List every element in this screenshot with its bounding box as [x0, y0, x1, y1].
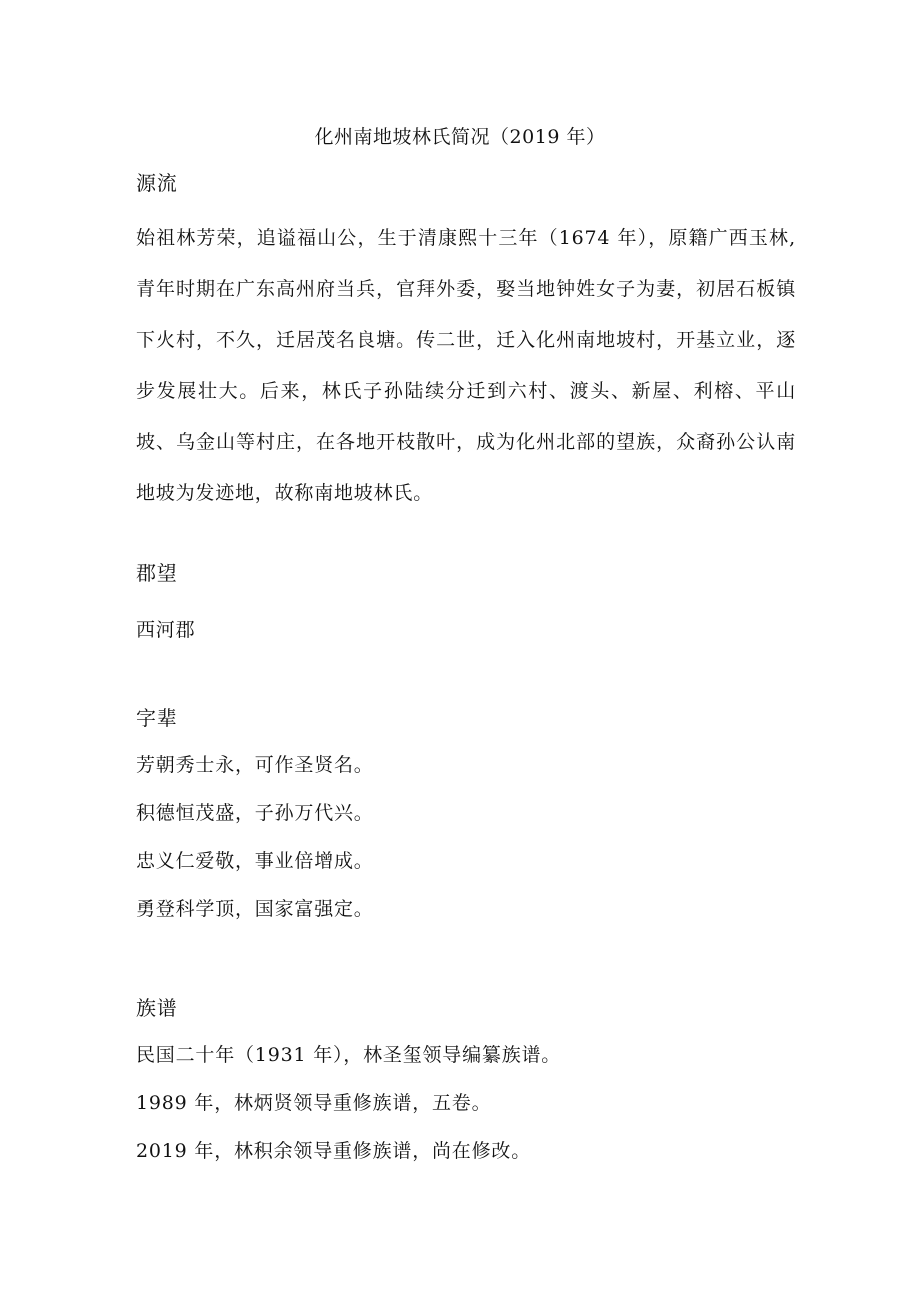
section-generation-names	[136, 705, 796, 933]
generation-line: 芳朝秀士永，可作圣贤名。	[136, 754, 374, 776]
genealogy-line: 1989 年，林炳贤领导重修族谱，五卷。	[136, 1092, 492, 1114]
generation-line: 忠义仁爱敬，事业倍增成。	[136, 850, 374, 872]
section-heading-commandery: 郡望	[136, 561, 178, 585]
genealogy-line: 民国二十年（1931 年），林圣玺领导编纂族谱。	[136, 1044, 562, 1066]
generation-line: 勇登科学顶，国家富强定。	[136, 898, 374, 920]
section-origin	[136, 170, 796, 519]
section-heading-origin: 源流	[136, 171, 178, 195]
document-title: 化州南地坡林氏简况（2019 年）	[314, 126, 606, 148]
section-commandery	[136, 560, 796, 654]
section-heading-generation-names: 字辈	[136, 706, 178, 730]
section-genealogy	[136, 995, 796, 1175]
section-heading-genealogy: 族谱	[136, 996, 178, 1020]
genealogy-line: 2019 年，林积余领导重修族谱，尚在修改。	[136, 1140, 531, 1162]
generation-line: 积德恒茂盛，子孙万代兴。	[136, 802, 374, 824]
origin-paragraph: 始祖林芳荣，追谥福山公，生于清康熙十三年（1674 年），原籍广西玉林,青年时期在广东高州府当兵，官拜外委，娶当地钟姓女子为妻，初居石板镇下火村，不久，迁居茂名良塘。传二世，迁入化州南地坡村，开基立业，逐步发展壮大。后来，林氏子孙陆续分迁到六村、渡头、新屋、利榕、平山坡、乌金山等村庄，在各地开枝散叶，成为化州北部的望族，众裔孙公认南地坡为发迹地，故称南地坡林氏。	[136, 227, 796, 504]
commandery-text: 西河郡	[136, 619, 196, 641]
